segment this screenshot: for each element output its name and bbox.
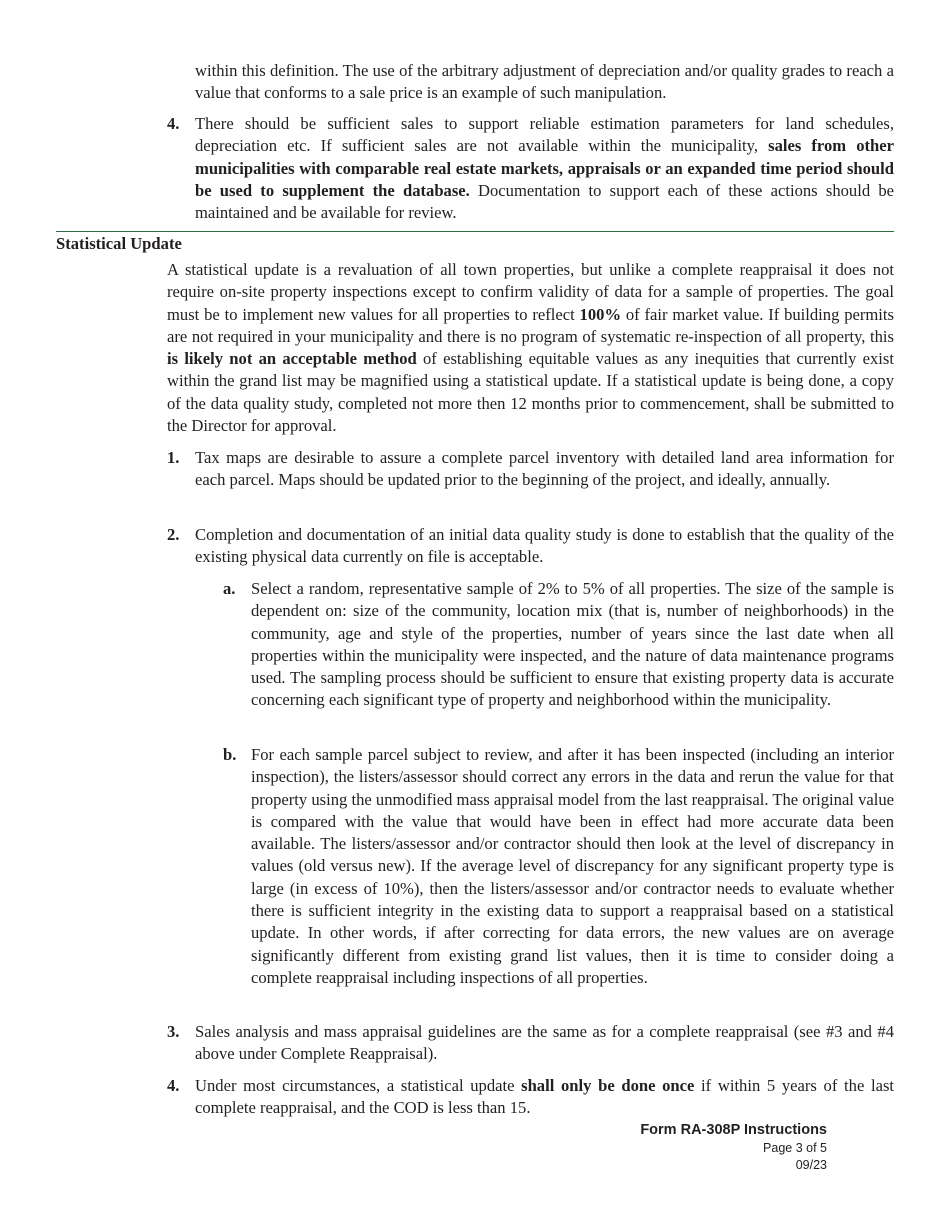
footer-date: 09/23	[795, 1158, 827, 1172]
item-number: 4.	[167, 114, 180, 133]
sub-item-b	[223, 744, 894, 989]
item-text-part: if within 5 years of the last complete reappraisal, and the COD is less than 15.	[195, 1076, 895, 1118]
list-item-4	[167, 1075, 894, 1120]
list-item-3	[167, 1021, 894, 1066]
item-text	[195, 1075, 894, 1120]
intro-paragraph	[167, 259, 894, 437]
list-item-2	[167, 524, 894, 569]
item-number: 1.	[167, 448, 180, 467]
list-item-1	[167, 447, 894, 492]
intro-bold: is likely not an acceptable method	[167, 349, 417, 369]
item-number: 3.	[167, 1022, 180, 1041]
item-text	[195, 113, 894, 224]
item-text-bold: shall only be done once	[521, 1076, 695, 1095]
footer-page-number: Page 3 of 5	[763, 1141, 827, 1155]
section-divider	[56, 231, 894, 232]
intro-part: of fair market value. If building permits are not required in your municipality and there is no program of systematic re-inspection of all property, this	[167, 304, 894, 346]
intro-part: of establishing equitable values as any inequities that currently exist within the grand list may be magnified using a statistical update. If a statistical update is being done, a copy of the data quality study, completed not more then 12 months prior to commencement, shall be submitted to the Director for approval.	[167, 349, 894, 436]
item-number: 4.	[167, 1076, 180, 1095]
sub-item-text: Select a random, representative sample of 2% to 5% of all properties. The size of the sample is dependent on: size of the community, location mix (that is, number of neighborhoods) in the community, age and style of the properties, number of years since the last date when all properties within the municipality were inspected, and the nature of data maintenance programs used. The sampling process should be sufficient to ensure that existing property data is accurate concerning each significant type of property and neighborhood within the municipality.	[251, 579, 894, 710]
intro-bold: 100%	[579, 304, 622, 324]
sub-item-letter: b.	[223, 745, 237, 764]
item-text: Completion and documentation of an initial data quality study is done to establish that the quality of the existing physical data currently on file is acceptable.	[195, 525, 894, 567]
sub-item-text: For each sample parcel subject to review, and after it has been inspected (including an interior inspection), the listers/assessor should correct any errors in the data and rerun the value for that property using the unmodified mass appraisal model from the last reappraisal. The original value is compared with the value that would have been in effect had more accurate data been available. The listers/assessor and/or contractor should then look at the level of discrepancy in values (old versus new). If the average level of discrepancy for any significant property type is large (in excess of 10%), then the listers/assessor and/or contractor needs to evaluate whether there is sufficient integrity in the existing data to support a reappraisal based on a statistical update. In other words, if after correcting for data errors, the new values are on average significantly different from existing grand list values, then it is time to consider doing a complete reappraisal including inspections of all properties.	[251, 745, 894, 987]
item-text-part: Under most circumstances, a statistical update	[195, 1076, 522, 1095]
item-text-bold: sales from other municipalities with comparable real estate markets, appraisals or an expanded time period should be used to supplement the database.	[195, 136, 894, 200]
continuation-text: within this definition. The use of the arbitrary adjustment of depreciation and/or quality grades to reach a value that conforms to a sale price is an example of such manipulation.	[195, 61, 894, 103]
item-text: Tax maps are desirable to assure a complete parcel inventory with detailed land area information for each parcel. Maps should be updated prior to the beginning of the project, and ideally, annually.	[195, 448, 894, 490]
item-text-part: Documentation to support each of these actions should be maintained and be available for review.	[195, 180, 894, 223]
footer-form-title: Form RA-308P Instructions	[640, 1122, 827, 1138]
section-heading: Statistical Update	[56, 234, 182, 253]
item-text-part: There should be sufficient sales to support reliable estimation parameters for land schedules, depreciation etc. If sufficient sales are not available within the municipality,	[195, 114, 894, 156]
intro-text	[167, 259, 894, 437]
sub-item-letter: a.	[223, 579, 236, 598]
item-number: 2.	[167, 525, 180, 544]
continuation-paragraph	[195, 60, 894, 105]
list-item-4-top	[167, 113, 894, 224]
item-text: Sales analysis and mass appraisal guidelines are the same as for a complete reappraisal (see #3 and #4 above under Complete Reappraisal).	[195, 1022, 894, 1064]
intro-part: A statistical update is a revaluation of all town properties, but unlike a complete reappraisal it does not require on-site property inspections except to confirm validity of data for a sample of properties. The goal must be to implement new values for all properties to reflect	[167, 260, 894, 324]
sub-item-a	[223, 578, 894, 712]
